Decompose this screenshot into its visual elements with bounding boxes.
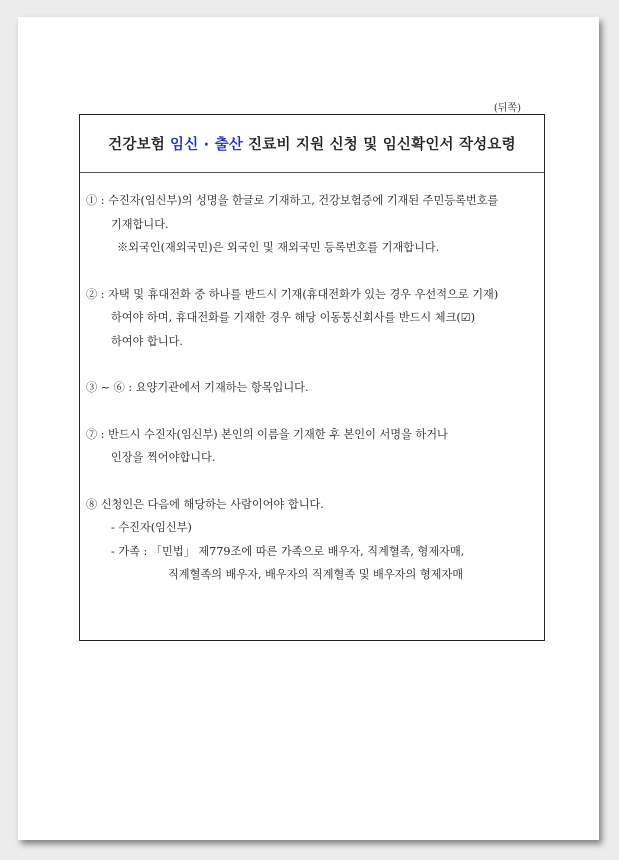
- item-8-sub-2-cont: 직계혈족의 배우자, 배우자의 직계혈족 및 배우자의 형제자매: [168, 568, 464, 581]
- item-8-line-1: ⑧ 신청인은 다음에 해당하는 사람이어야 합니다.: [86, 497, 324, 511]
- item-8-sub-1: - 수진자(임신부): [111, 521, 192, 534]
- item-8-sub-2: - 가족 : 「민법」 제779조에 따른 가족으로 배우자, 직계혈족, 형제자매,: [111, 544, 465, 558]
- item-8: [86, 493, 538, 587]
- item-2-line-3: 하여야 합니다.: [111, 334, 183, 348]
- title-suffix: 진료비 지원 신청 및 임신확인서 작성요령: [248, 137, 516, 153]
- guide-content: [80, 173, 544, 587]
- item-1: [86, 189, 538, 260]
- title-accent: 임신 · 출산: [170, 137, 244, 153]
- item-2-line-2: 하여야 하며, 휴대전화를 기재한 경우 해당 이동통신회사를 반드시 체크(☑): [111, 311, 476, 324]
- item-3-6-line-1: ③ ~ ⑥ : 요양기관에서 기재하는 항목입니다.: [86, 381, 309, 394]
- item-1-note: ※외국인(재외국민)은 외국인 및 재외국민 등록번호를 기재합니다.: [117, 241, 440, 254]
- item-2-line-1: ② : 자택 및 휴대전화 중 하나를 반드시 기재(휴대전화가 있는 경우 우선적으로 기재): [86, 287, 499, 301]
- item-7-line-1: ⑦ : 반드시 수진자(임신부) 본인의 이름을 기재한 후 본인이 서명을 하거나: [86, 427, 448, 441]
- item-2: [86, 283, 538, 354]
- item-7: [86, 423, 538, 470]
- guide-box: [79, 114, 545, 641]
- title-prefix: 건강보험: [108, 137, 165, 153]
- item-1-line-1: ① : 수진자(임신부)의 성명을 한글로 기재하고, 건강보험증에 기재된 주민등록번호를: [86, 194, 499, 207]
- item-7-line-2: 인장을 찍어야합니다.: [111, 451, 216, 464]
- item-3-6: [86, 376, 538, 400]
- item-1-line-2: 기재합니다.: [111, 217, 169, 231]
- page-side-label: (뒤쪽): [493, 103, 521, 114]
- document-page: [18, 17, 599, 840]
- page-title: [80, 115, 544, 173]
